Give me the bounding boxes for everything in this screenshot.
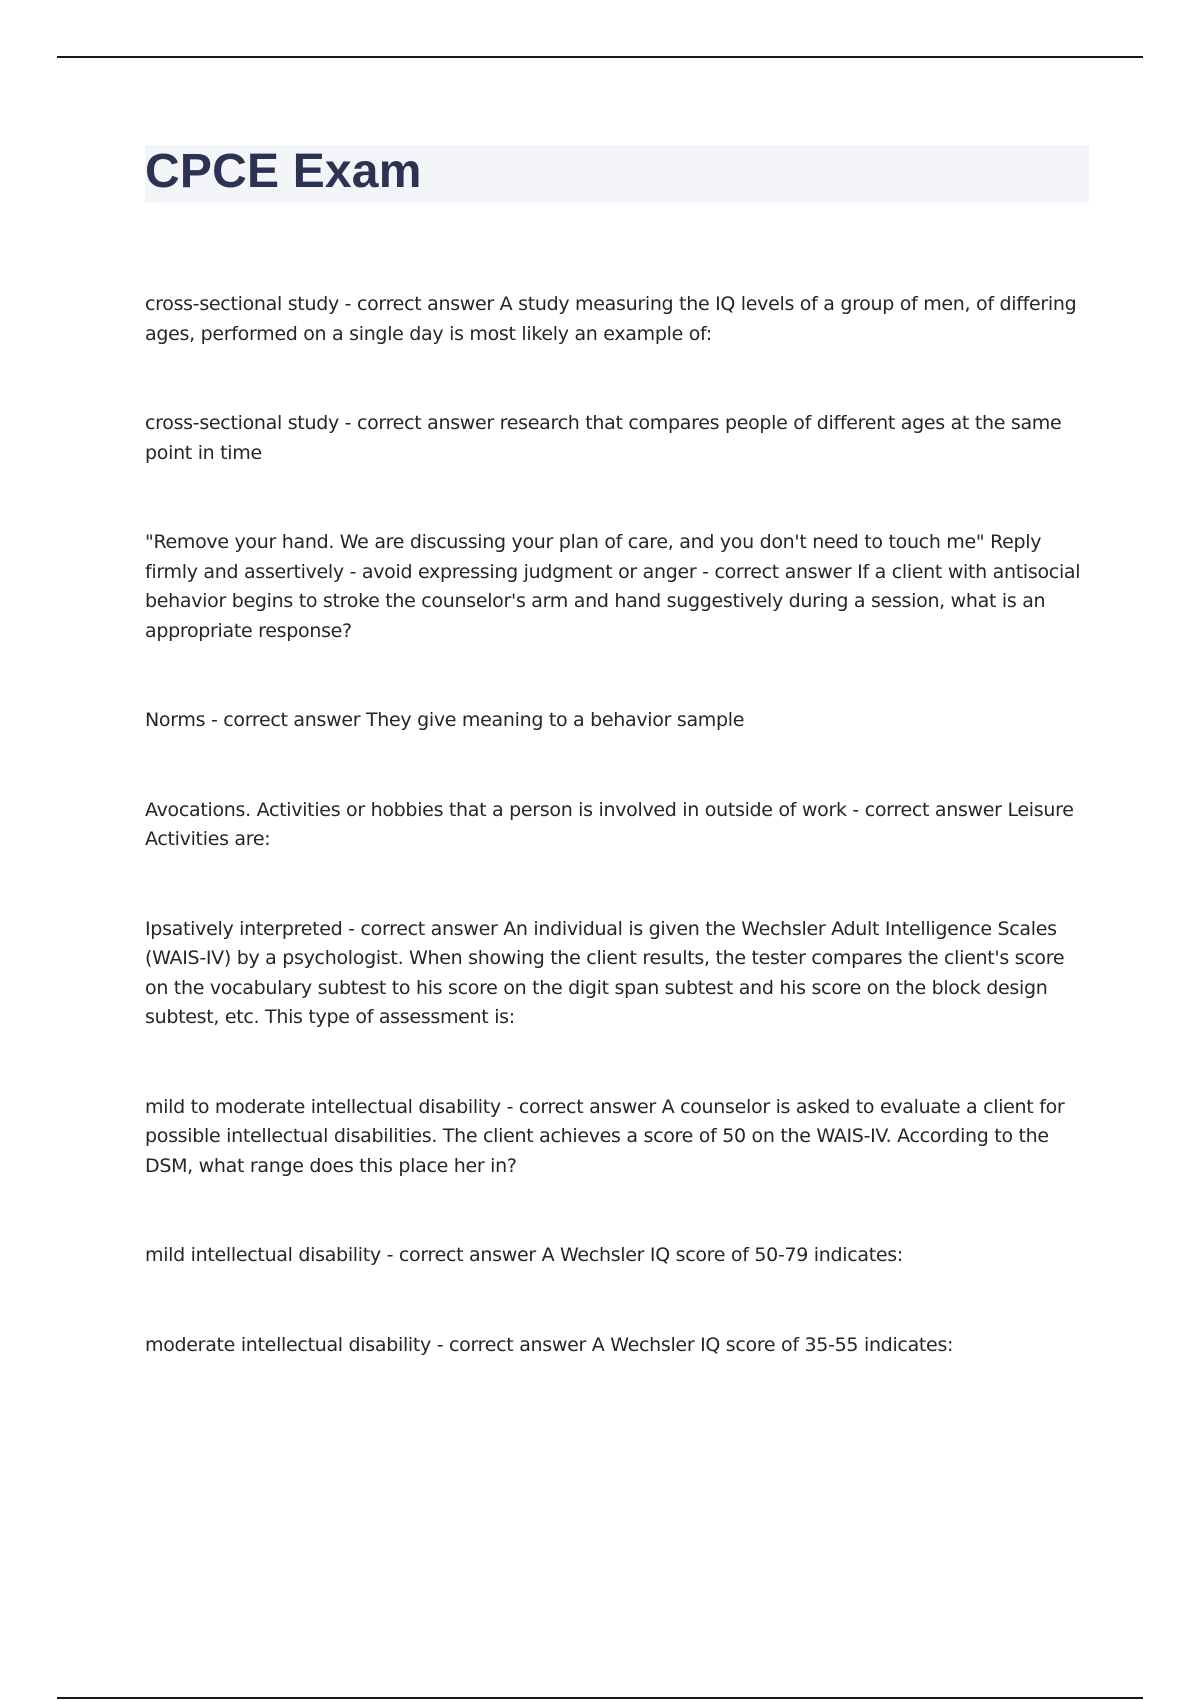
qa-entry: cross-sectional study - correct answer research that compares people of different ages at the same point in time: [145, 412, 1062, 464]
qa-list: [145, 290, 1090, 1420]
qa-entry: Norms - correct answer They give meaning to a behavior sample: [145, 709, 745, 731]
qa-entry: cross-sectional study - correct answer A study measuring the IQ levels of a group of men, of differing ages, performed on a single day is most likely an example of:: [145, 293, 1077, 345]
qa-entry: mild intellectual disability - correct answer A Wechsler IQ score of 50-79 indicates:: [145, 1244, 904, 1266]
qa-entry: Ipsatively interpreted - correct answer An individual is given the Wechsler Adult Intelligence Scales (WAIS-IV) by a psychologist. When showing the client results, the tester compares the client's score on the vocabulary subtest to his score on the digit span subtest and his score on the block design subtest, etc. This type of assessment is:: [145, 917, 1065, 1028]
page-title: CPCE Exam: [145, 145, 422, 198]
qa-entry: "Remove your hand. We are discussing your plan of care, and you don't need to touch me" Reply firmly and assertively - avoid expressing judgment or anger - correct answer If a client with antisocial behavior begins to stroke the counselor's arm and hand suggestively during a session, what is an appropriate response?: [145, 531, 1081, 642]
bottom-divider: [57, 1697, 1143, 1699]
qa-entry: mild to moderate intellectual disability - correct answer A counselor is asked to evaluate a client for possible intellectual disabilities. The client achieves a score of 50 on the WAIS-IV. According to the DSM, what range does this place her in?: [145, 1095, 1065, 1177]
qa-entry: moderate intellectual disability - correct answer A Wechsler IQ score of 35-55 indicates:: [145, 1333, 954, 1356]
top-divider: [57, 56, 1143, 58]
qa-entry: Avocations. Activities or hobbies that a person is involved in outside of work - correct answer Leisure Activities are:: [145, 798, 1074, 850]
